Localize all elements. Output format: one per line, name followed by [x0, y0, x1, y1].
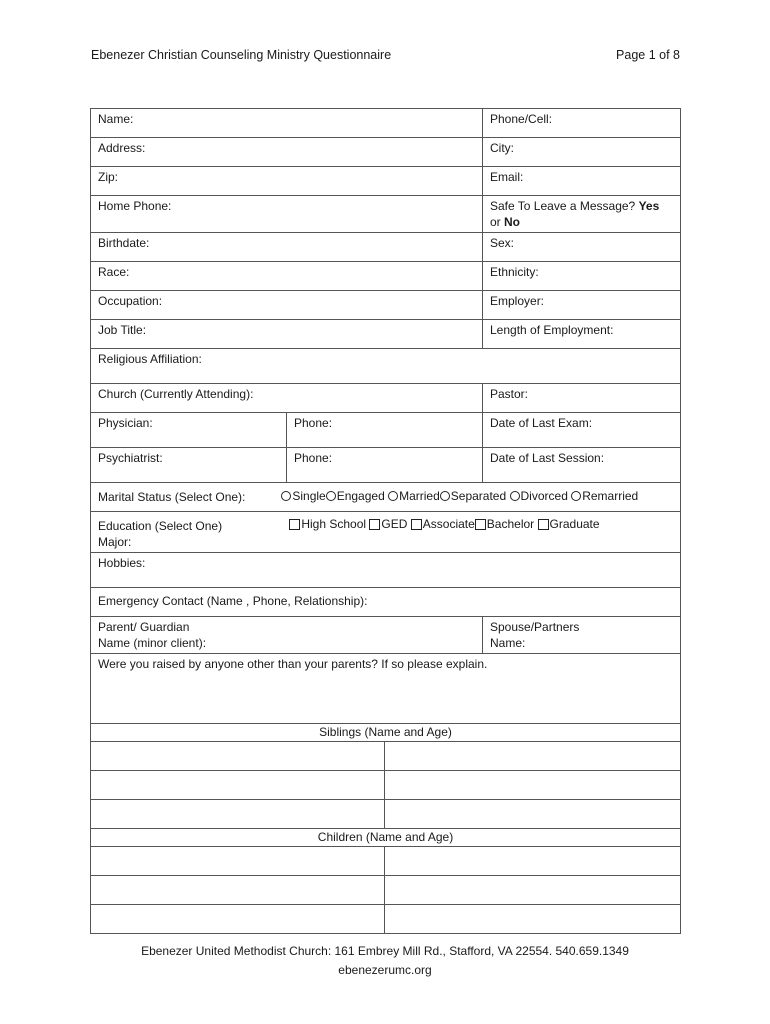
name-field[interactable]: Name: — [91, 109, 483, 138]
safe-message-label: Safe To Leave a Message? — [490, 199, 636, 213]
radio-circle-icon[interactable] — [326, 491, 336, 501]
sibling-cell[interactable] — [385, 770, 681, 799]
race-field[interactable]: Race: — [91, 262, 483, 291]
psychiatrist-field[interactable]: Psychiatrist: — [91, 448, 287, 483]
education-label: Education (Select One) — [98, 518, 223, 533]
child-cell[interactable] — [91, 846, 385, 875]
raised-by-field[interactable]: Were you raised by anyone other than your parents? If so please explain. — [91, 653, 681, 723]
parent-guardian-sublabel: Name (minor client): — [98, 635, 207, 650]
parent-guardian-label: Parent/ Guardian — [98, 619, 190, 634]
page-number: Page 1 of 8 — [616, 48, 680, 62]
physician-phone-field[interactable]: Phone: — [287, 413, 483, 448]
spouse-partners-sublabel: Name: — [490, 635, 526, 650]
education-option-graduate[interactable]: Graduate — [538, 516, 600, 532]
yes-option[interactable]: Yes — [638, 199, 660, 213]
last-session-field[interactable]: Date of Last Session: — [483, 448, 681, 483]
radio-circle-icon[interactable] — [388, 491, 398, 501]
marital-option-married[interactable]: Married — [388, 488, 440, 504]
education-option-high-school[interactable]: High School — [289, 516, 366, 532]
education-option-associate[interactable]: Associate — [411, 516, 475, 532]
education-options — [289, 519, 599, 533]
sibling-cell[interactable] — [385, 799, 681, 828]
emergency-contact-field[interactable]: Emergency Contact (Name , Phone, Relationship): — [91, 587, 681, 616]
marital-option-engaged[interactable]: Engaged — [326, 488, 385, 504]
length-of-employment-field[interactable]: Length of Employment: — [483, 320, 681, 349]
radio-circle-icon[interactable] — [440, 491, 450, 501]
document-title: Ebenezer Christian Counseling Ministry Questionnaire — [91, 48, 392, 62]
home-phone-field[interactable]: Home Phone: — [91, 196, 483, 233]
education-row — [91, 512, 681, 553]
child-cell[interactable] — [91, 875, 385, 904]
major-field[interactable]: Major: — [98, 534, 132, 549]
footer-website: ebenezerumc.org — [338, 963, 432, 977]
radio-circle-icon[interactable] — [510, 491, 520, 501]
phone-cell-field[interactable]: Phone/Cell: — [483, 109, 681, 138]
marital-status-row — [91, 483, 681, 512]
footer-address: Ebenezer United Methodist Church: 161 Embrey Mill Rd., Stafford, VA 22554. 540.659.1349 — [141, 944, 629, 958]
occupation-field[interactable]: Occupation: — [91, 291, 483, 320]
religious-affiliation-field[interactable]: Religious Affiliation: — [91, 349, 681, 384]
or-text: or — [490, 215, 501, 229]
no-option[interactable]: No — [504, 215, 521, 229]
siblings-header: Siblings (Name and Age) — [91, 723, 681, 741]
email-field[interactable]: Email: — [483, 167, 681, 196]
child-cell[interactable] — [385, 904, 681, 933]
child-cell[interactable] — [385, 846, 681, 875]
child-cell[interactable] — [91, 904, 385, 933]
employer-field[interactable]: Employer: — [483, 291, 681, 320]
questionnaire-form — [90, 108, 681, 934]
radio-circle-icon[interactable] — [571, 491, 581, 501]
child-cell[interactable] — [385, 875, 681, 904]
last-exam-field[interactable]: Date of Last Exam: — [483, 413, 681, 448]
spouse-partners-label: Spouse/Partners — [490, 619, 580, 634]
zip-field[interactable]: Zip: — [91, 167, 483, 196]
checkbox-icon[interactable] — [538, 519, 549, 530]
city-field[interactable]: City: — [483, 138, 681, 167]
psychiatrist-phone-field[interactable]: Phone: — [287, 448, 483, 483]
sex-field[interactable]: Sex: — [483, 233, 681, 262]
marital-option-single[interactable]: Single — [281, 488, 325, 504]
sibling-cell[interactable] — [91, 770, 385, 799]
pastor-field[interactable]: Pastor: — [483, 384, 681, 413]
hobbies-field[interactable]: Hobbies: — [91, 552, 681, 587]
parent-guardian-field[interactable] — [91, 616, 483, 653]
checkbox-icon[interactable] — [369, 519, 380, 530]
checkbox-icon[interactable] — [289, 519, 300, 530]
ethnicity-field[interactable]: Ethnicity: — [483, 262, 681, 291]
sibling-cell[interactable] — [91, 741, 385, 770]
church-field[interactable]: Church (Currently Attending): — [91, 384, 483, 413]
education-option-ged[interactable]: GED — [369, 516, 407, 532]
physician-field[interactable]: Physician: — [91, 413, 287, 448]
spouse-partners-field[interactable] — [483, 616, 681, 653]
marital-option-divorced[interactable]: Divorced — [510, 488, 568, 504]
job-title-field[interactable]: Job Title: — [91, 320, 483, 349]
sibling-cell[interactable] — [385, 741, 681, 770]
checkbox-icon[interactable] — [411, 519, 422, 530]
radio-circle-icon[interactable] — [281, 491, 291, 501]
sibling-cell[interactable] — [91, 799, 385, 828]
birthdate-field[interactable]: Birthdate: — [91, 233, 483, 262]
marital-option-separated[interactable]: Separated — [440, 488, 506, 504]
marital-option-remarried[interactable]: Remarried — [571, 488, 638, 504]
address-field[interactable]: Address: — [91, 138, 483, 167]
checkbox-icon[interactable] — [475, 519, 486, 530]
marital-options — [281, 490, 638, 504]
safe-message-field[interactable] — [483, 196, 681, 233]
children-header: Children (Name and Age) — [91, 828, 681, 846]
marital-status-label: Marital Status (Select One): — [98, 490, 246, 504]
education-option-bachelor[interactable]: Bachelor — [475, 516, 534, 532]
